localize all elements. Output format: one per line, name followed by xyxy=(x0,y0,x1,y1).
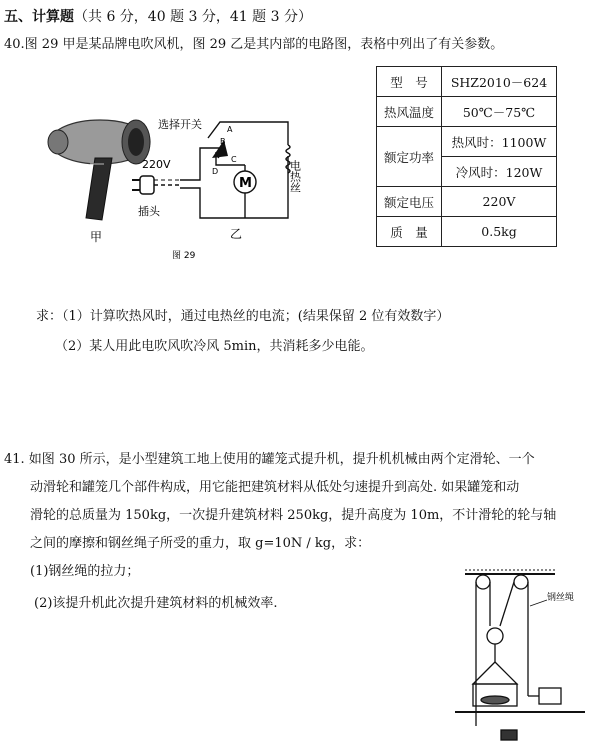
power-key: 额定功率 xyxy=(377,127,442,187)
q41-line-1: 41. 如图 30 所示，是小型建筑工地上使用的罐笼式提升机，提升机机械由两个定滑轮、一个 xyxy=(4,452,535,467)
table-row xyxy=(377,127,557,157)
plug-label: 插头 xyxy=(138,205,160,218)
hot-power-value: 热风时：1100W xyxy=(442,127,557,157)
q41-line-3: 滑轮的总质量为 150kg，一次提升建筑材料 250kg，提升高度为 10m，不计滑轮的轮与轴 xyxy=(30,508,557,523)
table-row xyxy=(377,67,557,97)
terminal-c: C xyxy=(231,155,237,164)
table-row xyxy=(377,97,557,127)
section-title xyxy=(4,6,312,26)
model-value: SHZ2010－624 xyxy=(442,67,557,97)
q40-ask-2: （2）某人用此电吹风吹冷风 5min，共消耗多少电能。 xyxy=(55,339,374,354)
terminal-d: D xyxy=(212,167,219,176)
figure-29 xyxy=(40,100,370,270)
voltage-label: 220V xyxy=(142,158,171,171)
select-switch-label: 选择开关 xyxy=(158,118,202,131)
terminal-b: B xyxy=(220,137,226,146)
caption-yi: 乙 xyxy=(230,227,243,241)
q41-line-2: 动滑轮和罐笼几个部件构成，用它能把建筑材料从低处匀速提升到高处. 如果罐笼和动 xyxy=(30,480,520,495)
heater-label: 电热丝 xyxy=(288,160,302,193)
caption-jia: 甲 xyxy=(90,230,103,244)
circuit-diagram xyxy=(180,122,290,218)
q41-ask-2: (2)该提升机此次提升建筑材料的机械效率. xyxy=(34,596,278,611)
spec-table xyxy=(376,66,557,247)
question-40-text: 40.图 29 甲是某品牌电吹风机，图 29 乙是其内部的电路图，表格中列出了有关参数。 xyxy=(4,37,504,52)
terminal-a: A xyxy=(227,125,233,134)
voltage-key: 额定电压 xyxy=(377,187,442,217)
section-heading: 五、计算题 xyxy=(4,9,74,25)
voltage-value: 220V xyxy=(442,187,557,217)
model-key: 型 号 xyxy=(377,67,442,97)
temp-value: 50℃－75℃ xyxy=(442,97,557,127)
table-row xyxy=(377,217,557,247)
temp-key: 热风温度 xyxy=(377,97,442,127)
q41-line-4: 之间的摩擦和钢丝绳子所受的重力，取 g=10N / kg，求： xyxy=(30,536,371,551)
question-41-text xyxy=(4,446,584,558)
cold-power-value: 冷风时：120W xyxy=(442,157,557,187)
q41-ask-1: (1)钢丝绳的拉力； xyxy=(30,564,140,579)
hair-dryer-illustration xyxy=(48,120,150,220)
section-score-note: （共 6 分，40 题 3 分，41 题 3 分） xyxy=(74,9,312,25)
q40-ask-1: 求：（1）计算吹热风时，通过电热丝的电流；(结果保留 2 位有效数字） xyxy=(36,309,450,324)
mass-value: 0.5kg xyxy=(442,217,557,247)
figure-29-caption: 图 29 xyxy=(172,251,196,261)
table-row xyxy=(377,187,557,217)
mass-key: 质 量 xyxy=(377,217,442,247)
plug-icon xyxy=(132,176,180,194)
figure-30 xyxy=(455,566,590,746)
rope-label: 钢丝绳 xyxy=(547,593,575,603)
motor-label: M xyxy=(239,176,252,191)
